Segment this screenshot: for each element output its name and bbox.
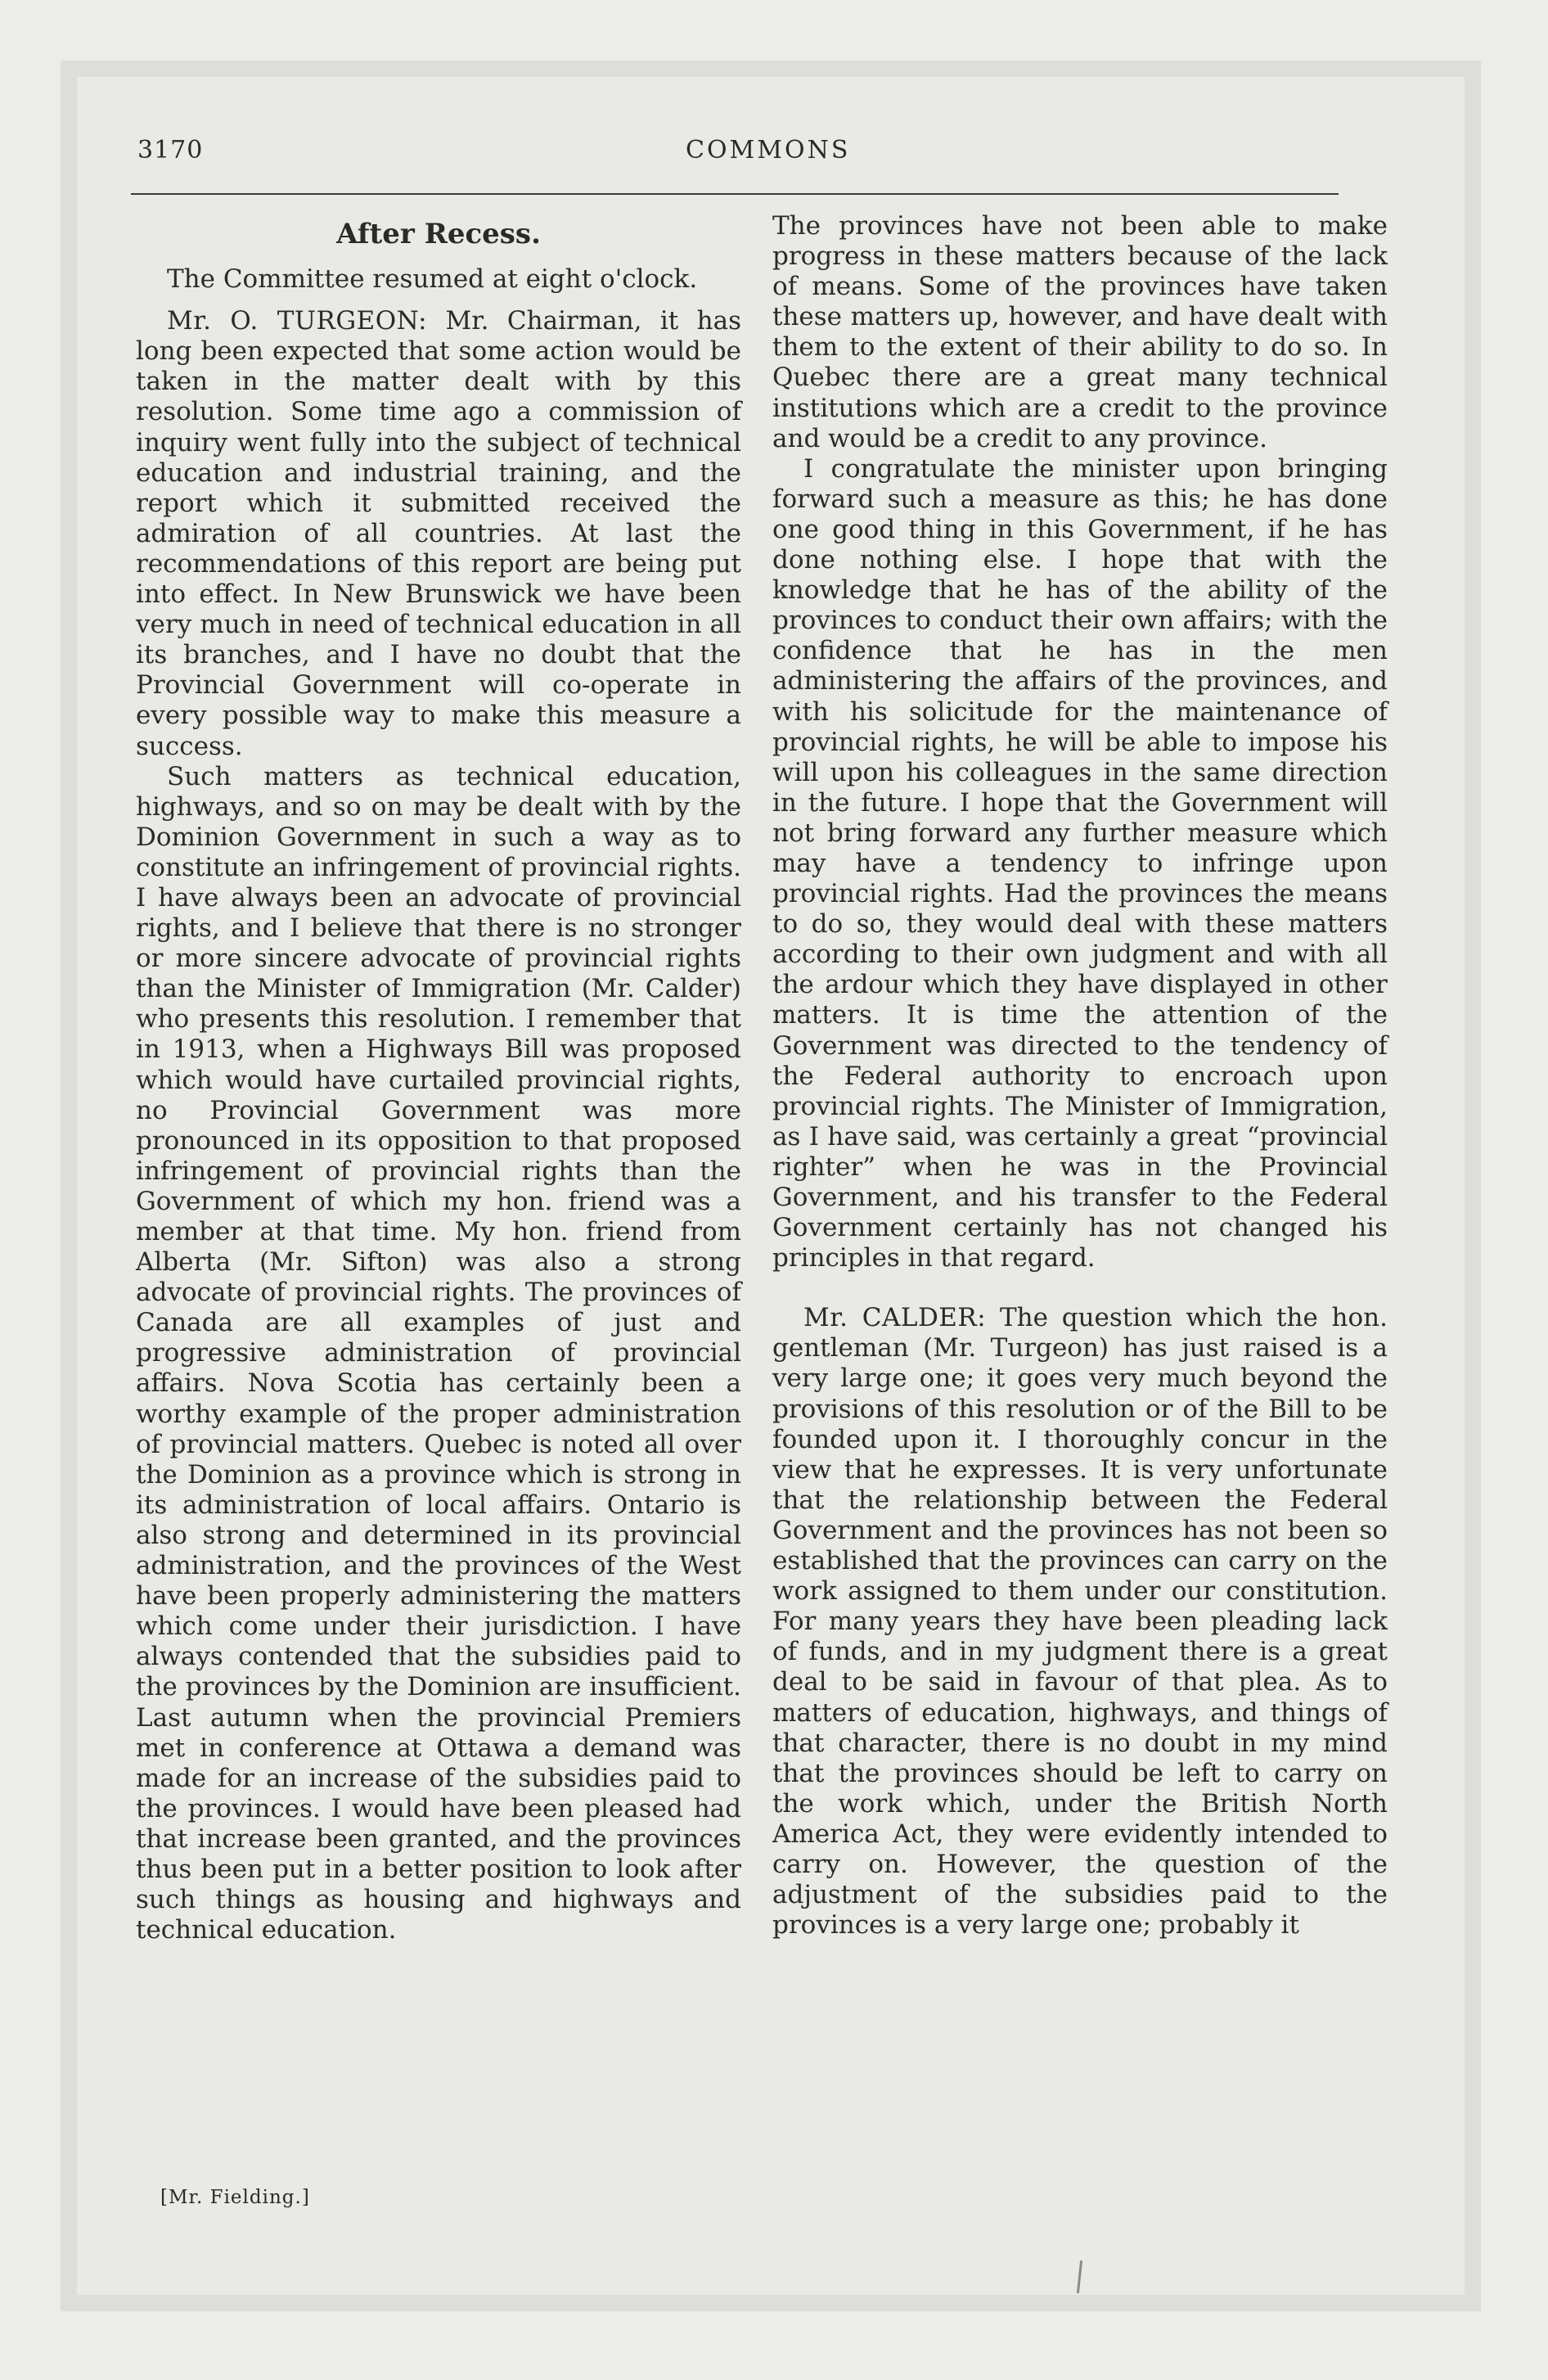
turgeon-paragraph-2: Such matters as technical education, highways, and so on may be dealt with by the Dominion Government in such a way as to constitute an infringement of provincial rights. I have always been an advocate of provincial rights, and I believe that there is no stronger or more sincere advocate of provincial rights than the Minister of Immigration (Mr. Calder) who presents this resolution. I remember that in 1913, when a Highways Bill was proposed which would have curtailed provincial rights, no Provincial Government was more pronounced in its opposition to that proposed infringement of provincial rights than the Government of which my hon. friend was a member at that time. My hon. friend from Alberta (Mr. Sifton) was also a strong advocate of provincial rights. The provinces of Canada are all examples of just and progressive administration of provincial affairs. Nova Scotia has certainly been a worthy example of the proper administration of provincial matters. Quebec is noted all over the Dominion as a province which is strong in its administration of local affairs. Ontario is also strong and determined in its provincial administration, and the provinces of the West have been properly administering the matters which come under their jurisdiction. I have always contended that the subsidies paid to the provinces by the Dominion are insufficient. Last autumn when the provincial Premiers met in conference at Ottawa a demand was made for an increase of the subsidies paid to the provinces. I would have been pleased had that increase been granted, and the provinces thus been put in a better position to look after such things as housing and highways and technical education. [136,761,741,1945]
section-heading: After Recess. [336,218,541,250]
speaker-turgeon: Mr. O. TURGEON: [167,306,428,336]
running-title: COMMONS [686,136,851,165]
committee-resumed-line: The Committee resumed at eight o'clock. [167,264,698,295]
speaker-calder: Mr. CALDER: [803,1303,987,1333]
footer-attribution: [Mr. Fielding.] [160,2187,310,2208]
right-column [772,211,1388,1941]
turgeon-paragraph-1-text: Mr. Chairman, it has long been expected that some action would be taken in the matter dealt with by this resolution. Some time ago a commission of inquiry went fully into the subject of technical education and industrial training, and the report which it submitted received the admiration of all countries. At last the recommendations of this report are being put into effect. In New Brunswick we have been very much in need of technical education in all its branches, and I have no doubt that the Provincial Government will co-operate in every possible way to make this measure a success. [136,306,741,761]
turgeon-paragraph-3: The provinces have not been able to make progress in these matters because of the lack of means. Some of the provinces have taken these matters up, however, and have dealt with them to the extent of their ability to do so. In Quebec there are a great many technical institutions which are a credit to the province and would be a credit to any province. [772,211,1388,453]
left-column [136,211,741,1945]
calder-paragraph [772,1303,1388,1941]
turgeon-paragraph-4: I congratulate the minister upon bringing forward such a measure as this; he has done one good thing in this Government, if he has done nothing else. I hope that with the knowledge that he has of the ability of the provinces to conduct their own affairs; with the confidence that he has in the men administering the affairs of the provinces, and with his solicitude for the maintenance of provincial rights, he will be able to impose his will upon his colleagues in the same direction in the future. I hope that the Government will not bring forward any further measure which may have a tendency to infringe upon provincial rights. Had the provinces the means to do so, they would deal with these matters according to their own judgment and with all the ardour which they have displayed in other matters. It is time the attention of the Government was directed to the tendency of the Federal authority to encroach upon provincial rights. The Minister of Immigration, as I have said, was certainly a great “provincial righter” when he was in the Provincial Government, and his transfer to the Federal Government certainly has not changed his principles in that regard. [772,453,1388,1273]
calder-paragraph-text: The question which the hon. gentleman (Mr. Turgeon) has just raised is a very large one; it goes very much beyond the provisions of this resolution or of the Bill to be founded upon it. I thoroughly concur in the view that he expresses. It is very unfortunate that the relationship between the Federal Government and the provinces has not been so established that the provinces can carry on the work assigned to them under our constitution. For many years they have been pleading lack of funds, and in my judgment there is a great deal to be said in favour of that plea. As to matters of education, highways, and things of that character, there is no doubt in my mind that the provinces should be left to carry on the work which, under the British North America Act, they were evidently intended to carry on. However, the question of the adjustment of the subsidies paid to the provinces is a very large one; probably it [772,1303,1388,1941]
page-number: 3170 [137,136,204,165]
header-rule [131,193,1339,195]
turgeon-paragraph-1 [136,306,741,761]
